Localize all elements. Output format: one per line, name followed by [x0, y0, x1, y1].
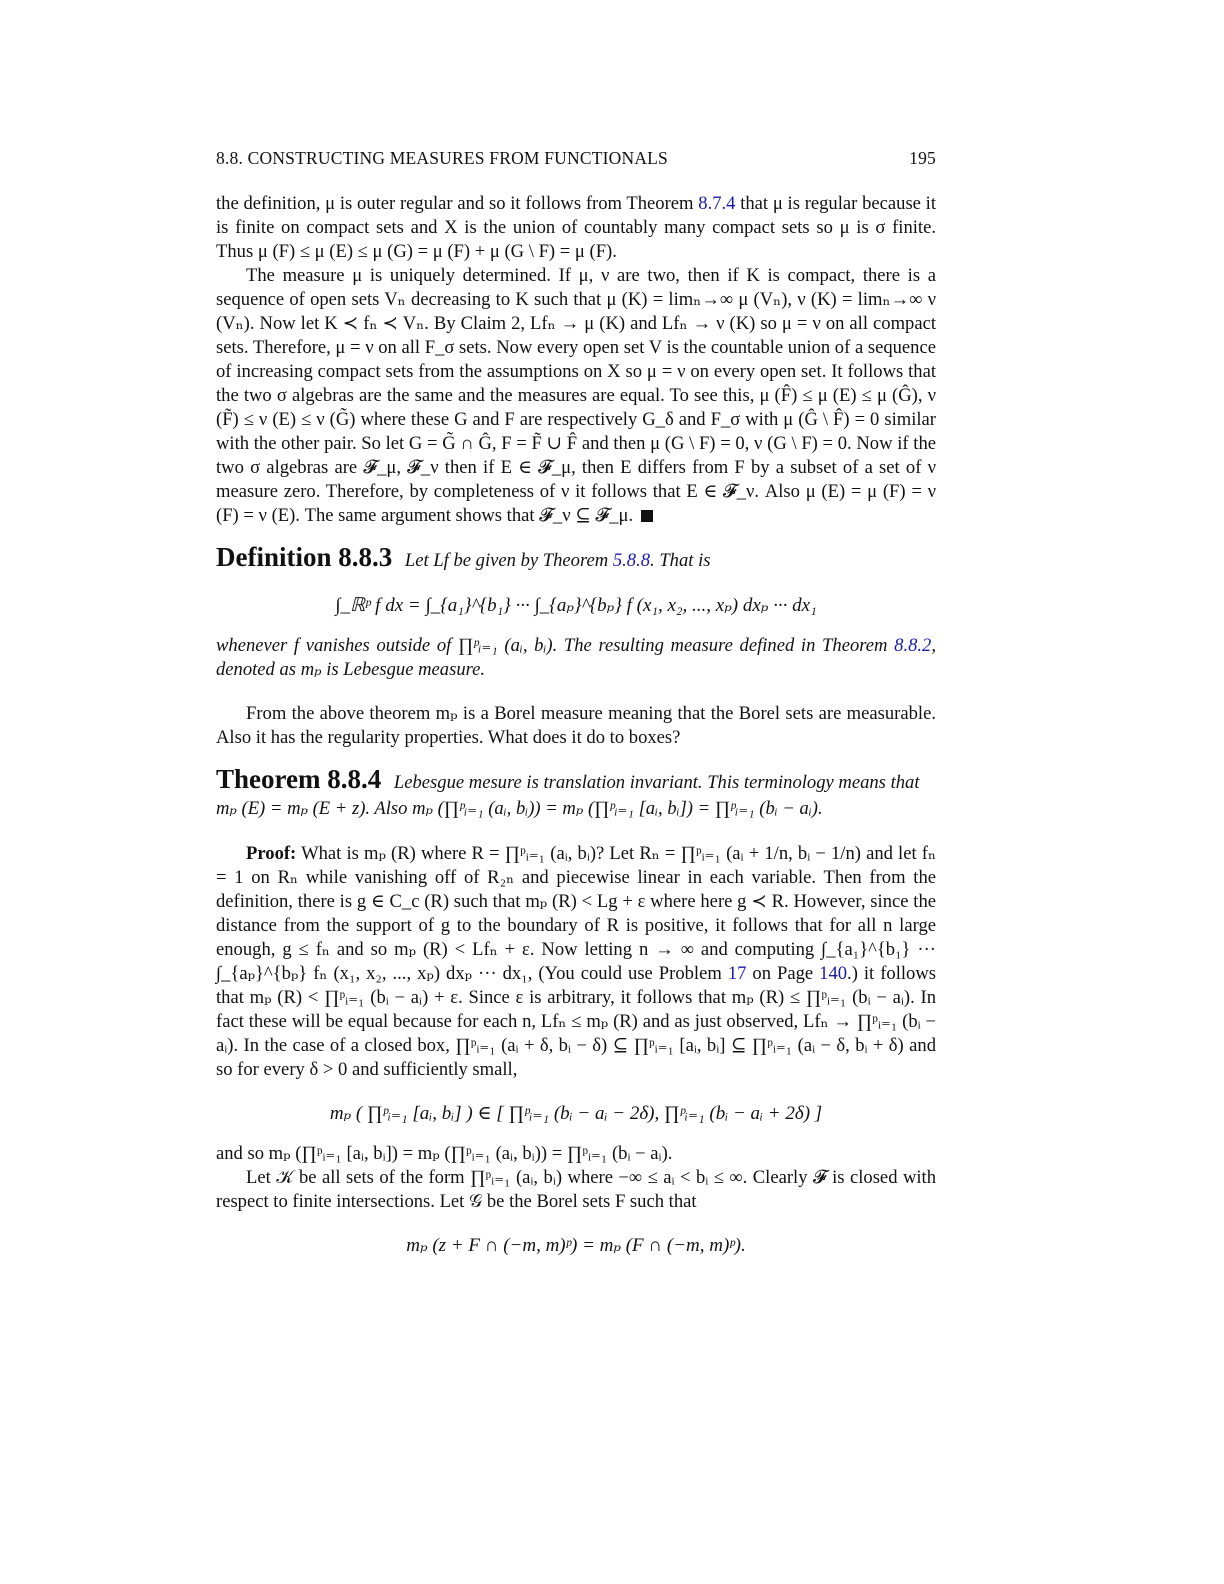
proof-paragraph-3: and so mₚ (∏ᵖᵢ₌₁ [aᵢ, bᵢ]) = mₚ (∏ᵖᵢ₌₁ (aᵢ, bᵢ)) = ∏ᵖᵢ₌₁ (bᵢ − aᵢ).	[216, 1143, 673, 1164]
definition-equation: ∫_ℝᵖ f dx = ∫_{a₁}^{b₁} ··· ∫_{aₚ}^{bₚ} f (x₁, x₂, ..., xₚ) dxₚ ··· dx₁	[335, 595, 817, 616]
body-text	[216, 192, 936, 528]
proof-equation-1: mₚ ( ∏ᵖᵢ₌₁ [aᵢ, bᵢ] ) ∈ [ ∏ᵖᵢ₌₁ (bᵢ − aᵢ − 2δ), ∏ᵖᵢ₌₁ (bᵢ − aᵢ + 2δ) ]	[329, 1103, 823, 1124]
theorem-link-8-7-4[interactable]: 8.7.4	[698, 193, 736, 214]
section-title: 8.8. CONSTRUCTING MEASURES FROM FUNCTIONALS	[216, 148, 668, 168]
definition-label: Definition 8.8.3	[216, 542, 393, 572]
proof-paragraph-4: Let 𝒦 be all sets of the form ∏ᵖᵢ₌₁ (aᵢ, bᵢ) where −∞ ≤ aᵢ < bᵢ ≤ ∞. Clearly 𝓕 is closed with respect to finite intersections. Let 𝒢 be the Borel sets F such that	[216, 1167, 936, 1212]
definition-block: Definition 8.8.3 Let Lf be given by Theorem 5.8.8. That is	[216, 542, 711, 572]
paragraph-1: the definition, μ is outer regular and so it follows from Theorem 8.7.4 that μ is regular because it is finite on compact sets and X is the union of countably many compact sets so μ is σ finite. Thus μ (F) ≤ μ (E) ≤ μ (G) = μ (F) + μ (G \ F) = μ (F).	[216, 193, 937, 262]
definition-body: whenever f vanishes outside of ∏ᵖᵢ₌₁ (aᵢ, bᵢ). The resulting measure defined in Theorem 8.8.2, denoted as mₚ is Lebesgue measure.	[216, 635, 936, 680]
page	[216, 148, 936, 1274]
theorem-label: Theorem 8.8.4	[216, 764, 382, 794]
theorem-block	[216, 766, 936, 822]
paragraph-2: The measure μ is uniquely determined. If μ, ν are two, then if K is compact, there is a sequence of open sets Vₙ decreasing to K such that μ (K) = limₙ→∞ μ (Vₙ), ν (K) = limₙ→∞ ν (Vₙ). Now let K ≺ fₙ ≺ Vₙ. By Claim 2, Lfₙ → μ (K) and Lfₙ → ν (K) so μ = ν on all compact sets. Therefore, μ = ν on all F_σ sets. Now every open set V is the countable union of a sequence of increasing compact sets from the assumptions on X so μ = ν on every open set. It follows that the two σ algebras are the same and the measures are equal. To see this, μ (F̂) ≤ μ (E) ≤ μ (Ĝ), ν (F̃) ≤ ν (E) ≤ ν (G̃) where these G and F are respectively G_δ and F_σ with μ (Ĝ \ F̂) = 0 similar with the other pair. So let G = G̃ ∩ Ĝ, F = F̃ ∪ F̂ and then μ (G \ F) = 0, ν (G \ F) = 0. Now if the two σ algebras are 𝓕_μ, 𝓕_ν then if E ∈ 𝓕_μ, then E differs from F by a subset of a set of ν measure zero. Therefore, by completeness of ν it follows that E ∈ 𝓕_ν. Also μ (E) = μ (F) = ν (F) = ν (E). The same argument shows that 𝓕_ν ⊆ 𝓕_μ.	[216, 265, 936, 526]
problem-link-17[interactable]: 17	[727, 963, 747, 984]
theorem-link-5-8-8[interactable]: 5.8.8	[612, 550, 651, 571]
proof-label: Proof:	[246, 843, 297, 864]
theorem-link-8-8-2[interactable]: 8.8.2	[894, 635, 932, 656]
theorem-statement: Lebesgue mesure is translation invariant. This terminology means that mₚ (E) = mₚ (E + z). Also mₚ (∏ᵖᵢ₌₁ (aᵢ, bᵢ)) = mₚ (∏ᵖᵢ₌₁ [aᵢ, bᵢ]) = ∏ᵖᵢ₌₁ (bᵢ − aᵢ).	[216, 772, 920, 819]
paragraph-after-definition: From the above theorem mₚ is a Borel measure meaning that the Borel sets are measurable. Also it has the regularity properties. What does it do to boxes?	[216, 703, 936, 748]
qed-square-icon	[641, 510, 653, 522]
proof-equation-2: mₚ (z + F ∩ (−m, m)ᵖ) = mₚ (F ∩ (−m, m)ᵖ).	[406, 1235, 746, 1256]
running-header	[216, 148, 936, 174]
page-number: 195	[909, 148, 936, 168]
page-link-140[interactable]: 140	[819, 963, 848, 984]
proof-paragraph-1: Proof: What is mₚ (R) where R = ∏ᵖᵢ₌₁ (aᵢ, bᵢ)? Let Rₙ = ∏ᵖᵢ₌₁ (aᵢ + 1/n, bᵢ − 1/n) and let fₙ = 1 on Rₙ while vanishing off of R₂ₙ and piecewise linear in each variable. Then from the definition, there is g ∈ C_c (R) such that mₚ (R) < Lg + ε where here g ≺ R. However, since the distance from the support of g to the boundary of R is positive, it follows that for all n large enough, g ≤ fₙ and so mₚ (R) < Lfₙ + ε. Now letting n → ∞ and computing ∫_{a₁}^{b₁} ··· ∫_{aₚ}^{bₚ} fₙ (x₁, x₂, ..., xₚ) dxₚ ··· dx₁, (You could use Problem 17 on Page 140.) it follows that mₚ (R) < ∏ᵖᵢ₌₁ (bᵢ − aᵢ) + ε. Since ε is arbitrary, it follows that mₚ (R) ≤ ∏ᵖᵢ₌₁ (bᵢ − aᵢ). In fact these will be equal because for each n, Lfₙ ≤ mₚ (R) and as just observed, Lfₙ → ∏ᵖᵢ₌₁ (bᵢ − aᵢ). In the case of a closed box, ∏ᵖᵢ₌₁ (aᵢ + δ, bᵢ − δ) ⊆ ∏ᵖᵢ₌₁ [aᵢ, bᵢ] ⊆ ∏ᵖᵢ₌₁ (aᵢ − δ, bᵢ + δ) and so for every δ > 0 and sufficiently small,	[216, 843, 937, 1080]
